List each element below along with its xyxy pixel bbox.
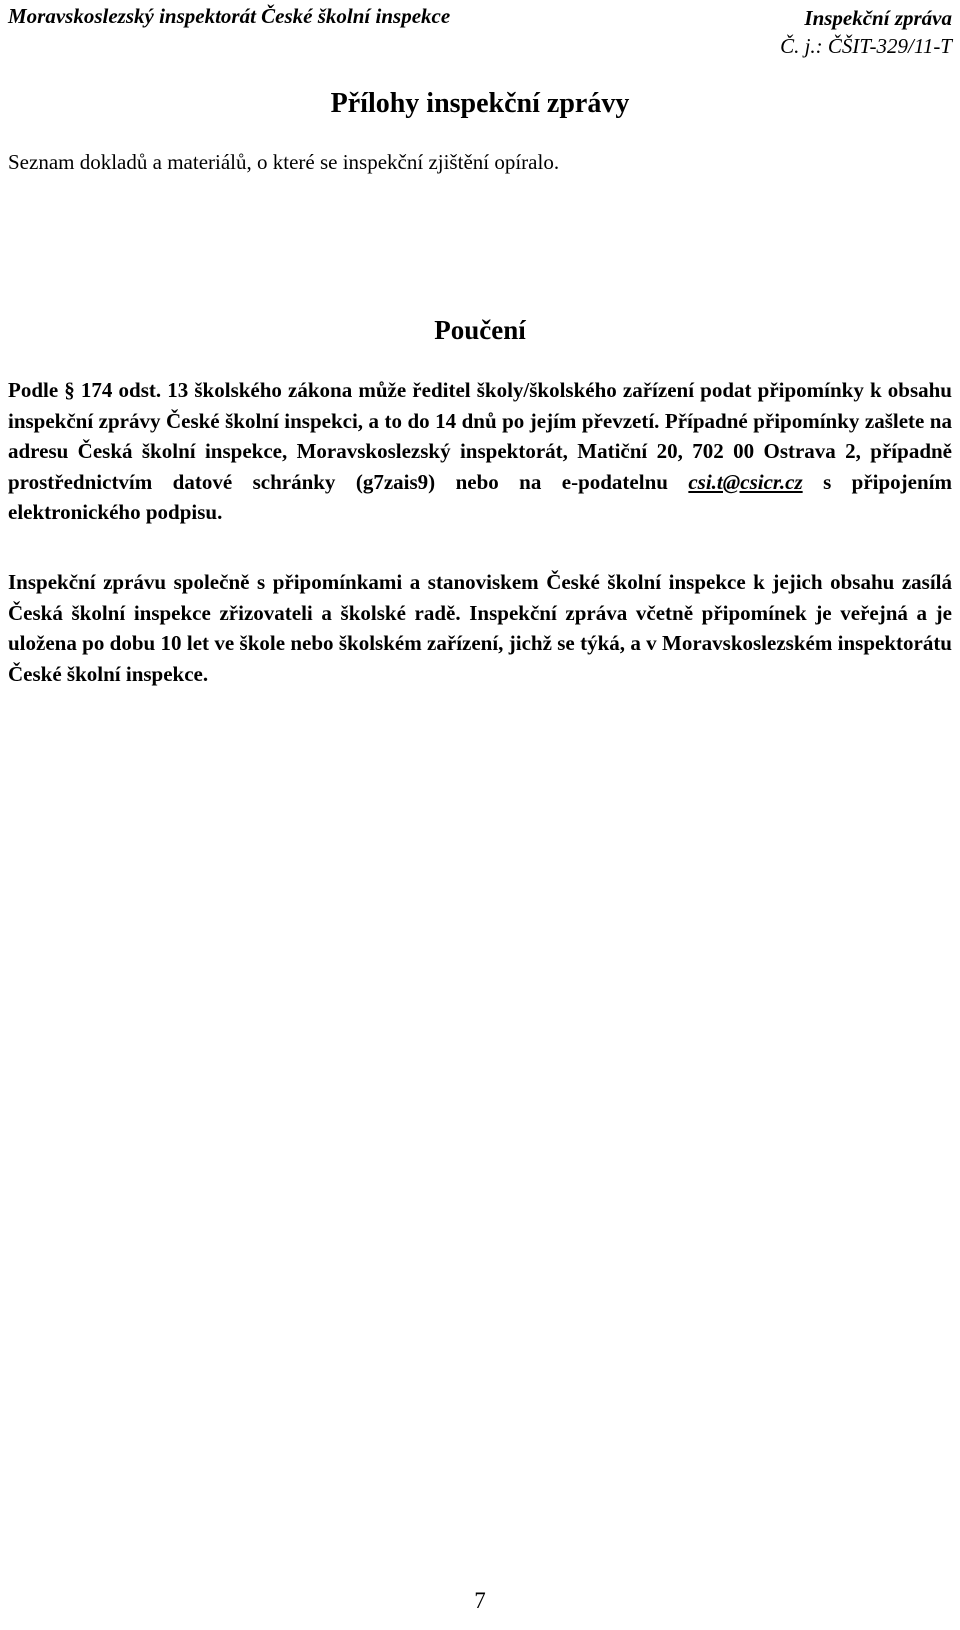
header-report-info (780, 4, 952, 60)
notice-title: Poučení (434, 315, 526, 345)
email-link[interactable]: csi.t@csicr.cz (688, 469, 803, 494)
page-number: 7 (474, 1588, 486, 1613)
notice-paragraph-2: Inspekční zprávu společně s připomínkami a stanoviskem České školní inspekce k jejich obsahu zasílá Česká školní inspekce zřizovateli a školské radě. Inspekční zpráva včetně připomínek je veřejná a je uložena po dobu 10 let ve škole nebo školském zařízení, jichž se týká, a v Moravskoslezském inspektorátu České školní inspekce. (8, 570, 952, 686)
annex-description: Seznam dokladů a materiálů, o které se inspekční zjištění opíralo. (8, 150, 560, 174)
notice-paragraph-1-text: Podle § 174 odst. 13 školského zákona může ředitel školy/školského zařízení podat připomínky k obsahu inspekční zprávy České školní inspekci, a to do 14 dnů po jejím převzetí. Případné připomínky zašlete na adresu Česká školní inspekce, Moravskoslezský inspektorát, Matiční 20, 702 00 Ostrava 2, případně prostřednictvím datové schránky (g7zais9) nebo na e-podatelnu (8, 378, 952, 494)
header-reference-number: Č. j.: ČŠIT-329/11-T (780, 34, 952, 58)
header-report-title: Inspekční zpráva (804, 6, 952, 30)
header-inspectorate: Moravskoslezský inspektorát České školní inspekce (8, 4, 451, 28)
annex-title: Přílohy inspekční zprávy (330, 88, 630, 119)
notice-paragraph-1-ending: s připojením elektronického podpisu. (8, 469, 952, 524)
notice-paragraph-1 (8, 375, 952, 528)
